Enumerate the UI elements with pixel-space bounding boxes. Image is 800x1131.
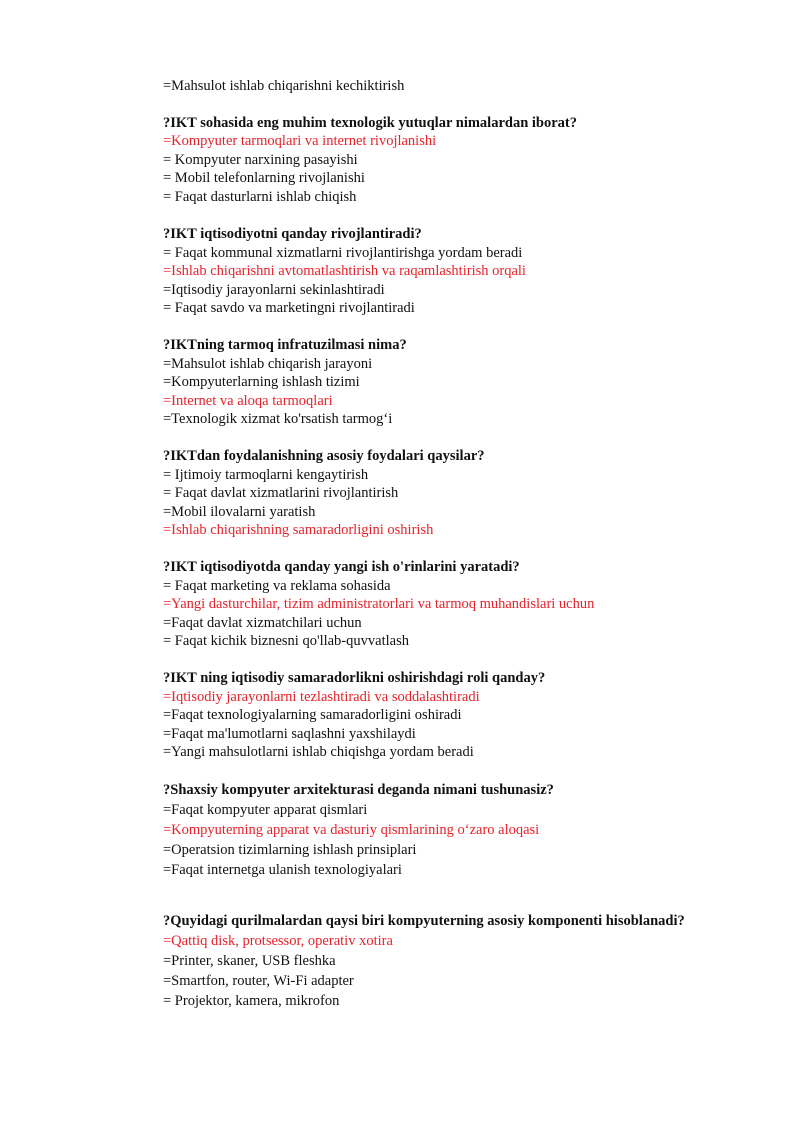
intro-answer-line: =Mahsulot ishlab chiqarishni kechiktirish [163, 78, 405, 94]
answer-6-1-correct: =Iqtisodiy jarayonlarni tezlashtiradi va soddalashtiradi [163, 689, 480, 705]
answer-3-3-correct: =Internet va aloqa tarmoqlari [163, 393, 333, 409]
question-3: ?IKTning tarmoq infratuzilmasi nima? [163, 337, 407, 353]
question-4: ?IKTdan foydalanishning asosiy foydalari qaysilar? [163, 448, 485, 464]
answer-3-1: =Mahsulot ishlab chiqarish jarayoni [163, 356, 373, 372]
answer-3-2: =Kompyuterlarning ishlash tizimi [163, 374, 360, 390]
question-1: ?IKT sohasida eng muhim texnologik yutuqlar nimalardan iborat? [163, 115, 578, 131]
answer-8-4: = Projektor, kamera, mikrofon [163, 993, 340, 1009]
answer-4-2: = Faqat davlat xizmatlarini rivojlantirish [163, 485, 399, 501]
question-5: ?IKT iqtisodiyotda qanday yangi ish o'rinlarini yaratadi? [163, 559, 520, 575]
answer-4-1: = Ijtimoiy tarmoqlarni kengaytirish [163, 467, 369, 483]
answer-7-2-correct: =Kompyuterning apparat va dasturiy qismlarining o‘zaro aloqasi [163, 822, 540, 838]
answer-6-3: =Faqat ma'lumotlarni saqlashni yaxshilaydi [163, 726, 416, 742]
answer-1-1-correct: =Kompyuter tarmoqlari va internet rivojlanishi [163, 133, 437, 149]
question-6: ?IKT ning iqtisodiy samaradorlikni oshirishdagi roli qanday? [163, 670, 546, 686]
question-8: ?Quyidagi qurilmalardan qaysi biri kompyuterning asosiy komponenti hisoblanadi? [163, 913, 685, 929]
answer-8-1-correct: =Qattiq disk, protsessor, operativ xotira [163, 933, 393, 949]
answer-1-4: = Faqat dasturlarni ishlab chiqish [163, 189, 357, 205]
answer-5-3: =Faqat davlat xizmatchilari uchun [163, 615, 362, 631]
answer-1-2: = Kompyuter narxining pasayishi [163, 152, 358, 168]
answer-4-4-correct: =Ishlab chiqarishning samaradorligini oshirish [163, 522, 434, 538]
answer-6-2: =Faqat texnologiyalarning samaradorligini oshiradi [163, 707, 462, 723]
answer-7-3: =Operatsion tizimlarning ishlash prinsiplari [163, 842, 417, 858]
answer-3-4: =Texnologik xizmat ko'rsatish tarmog‘i [163, 411, 393, 427]
question-7: ?Shaxsiy kompyuter arxitekturasi deganda nimani tushunasiz? [163, 782, 554, 798]
answer-6-4: =Yangi mahsulotlarni ishlab chiqishga yordam beradi [163, 744, 474, 760]
answer-5-2-correct: =Yangi dasturchilar, tizim administratorlari va tarmoq muhandislari uchun [163, 596, 595, 612]
answer-5-1: = Faqat marketing va reklama sohasida [163, 578, 391, 594]
answer-7-4: =Faqat internetga ulanish texnologiyalari [163, 862, 402, 878]
answer-8-3: =Smartfon, router, Wi-Fi adapter [163, 973, 354, 989]
answer-8-2: =Printer, skaner, USB fleshka [163, 953, 336, 969]
answer-2-2-correct: =Ishlab chiqarishni avtomatlashtirish va raqamlashtirish orqali [163, 263, 526, 279]
answer-1-3: = Mobil telefonlarning rivojlanishi [163, 170, 365, 186]
question-2: ?IKT iqtisodiyotni qanday rivojlantiradi? [163, 226, 422, 242]
answer-5-4: = Faqat kichik biznesni qo'llab-quvvatlash [163, 633, 409, 649]
answer-2-1: = Faqat kommunal xizmatlarni rivojlantirishga yordam beradi [163, 245, 523, 261]
answer-2-4: = Faqat savdo va marketingni rivojlantiradi [163, 300, 415, 316]
answer-2-3: =Iqtisodiy jarayonlarni sekinlashtiradi [163, 282, 385, 298]
answer-7-1: =Faqat kompyuter apparat qismlari [163, 802, 368, 818]
answer-4-3: =Mobil ilovalarni yaratish [163, 504, 316, 520]
